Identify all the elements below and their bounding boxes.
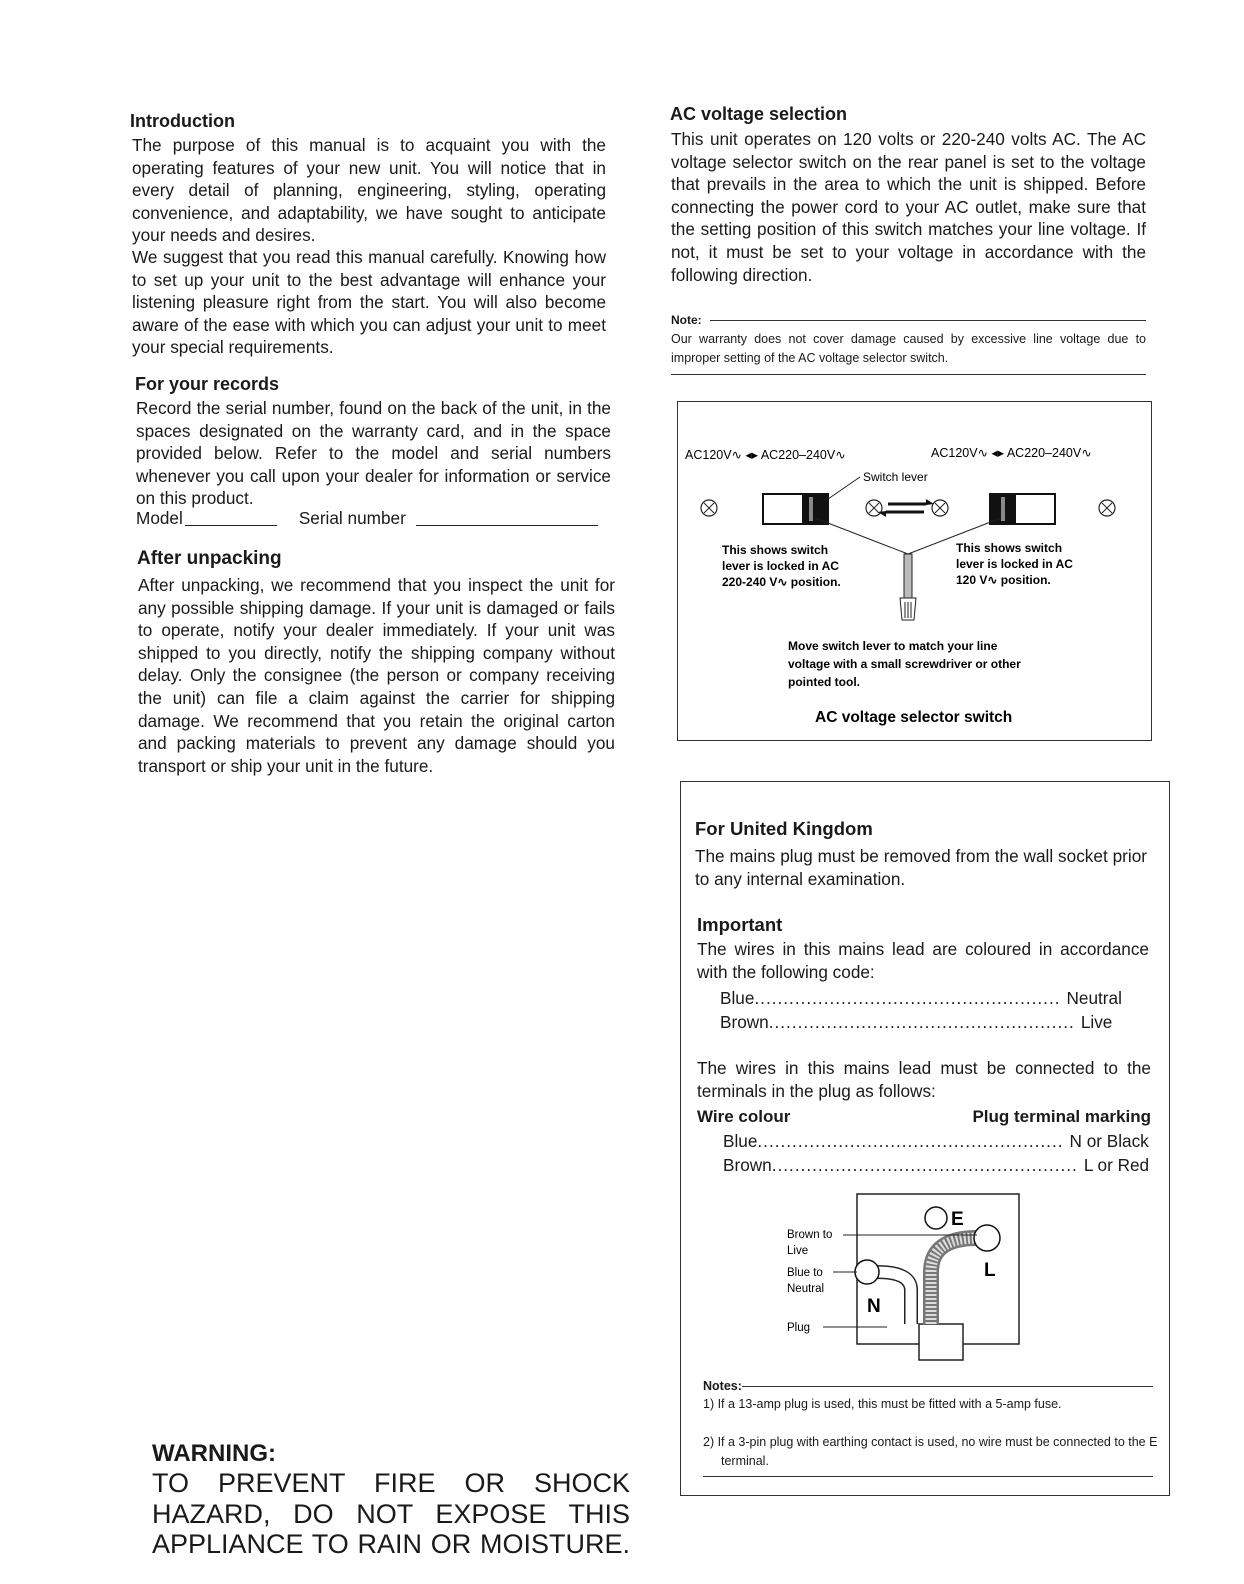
connect-body: The wires in this mains lead must be connected to the terminals in the plug as follows: [697,1058,1151,1101]
uk-note-2: 2) If a 3-pin plug with earthing contact is used, no wire must be connected to the E terminal. [703,1435,1158,1468]
terminal-colour: Brown [723,1155,772,1175]
terminal-row [723,1129,1149,1153]
serial-blank [416,525,598,526]
l-label: L [984,1260,996,1281]
code-colour: Brown [720,1012,769,1032]
left-caption-2: lever is locked in AC [722,559,839,573]
ac-note-rule [710,320,1146,321]
dot-leader: ..................................................... [754,988,1061,1008]
terminal-marking: N or Black [1069,1131,1149,1151]
screw-icon [866,500,882,516]
move-caption-3: pointed tool. [788,675,860,689]
right-caption-2: lever is locked in AC [956,557,1073,571]
intro-body: The purpose of this manual is to acquaint you with the operating features of your new unit. You will notice that in every detail of planning, engineering, styling, operating convenience, and adaptability, we have sought to anticipate your needs and desires. [132,135,606,246]
uk-notes-end-rule [703,1476,1153,1477]
right-caption-3: 120 V∿ position. [956,573,1051,587]
switch-lever-pointer [828,477,860,499]
plug-label: Plug [787,1322,811,1334]
uk-note-1: 1) If a 13-amp plug is used, this must be fitted with a 5-amp fuse. [703,1397,1062,1411]
n-terminal [855,1260,879,1284]
dot-leader: ..................................................... [757,1131,1064,1151]
uk-body: The mains plug must be removed from the wall socket prior to any internal examination. [695,846,1147,889]
switch-lever-label: Switch lever [863,470,928,484]
unpacking-body: After unpacking, we recommend that you inspect the unit for any possible shipping damage. If your unit is damaged or fails to operate, notify your dealer immediately. If your unit was shipped to you directly, notify the shipping company without delay. Only the consignee (the person or company receiving the unit) can file a claim against the carrier for shipping damage. We recommend that you retain the original carton and packing materials to prevent any damage should you transport or ship your unit in the future. [138,575,615,776]
model-label: Model [136,508,183,528]
ac-body: This unit operates on 120 volts or 220-240 volts AC. The AC voltage selector switch on the rear panel is set to the voltage that prevails in the area to which the unit is shipped. Before connecting the power cord to your AC outlet, make sure that the setting position of this switch matches your line voltage. If not, it must be set to your voltage in accordance with the following direction. [671,129,1146,285]
warning-line-1: TO PREVENT FIRE OR SHOCK [152,1468,630,1498]
e-label: E [951,1209,964,1230]
switch-arrows-icon [878,499,934,517]
switch-120-icon [990,494,1055,524]
screwdriver-icon [900,554,916,620]
terminal-colour: Blue [723,1131,758,1151]
uk-notes-label: Notes: [703,1379,742,1393]
ac-note-end-rule [671,374,1146,375]
left-caption-1: This shows switch [722,543,829,557]
uk-heading: For United Kingdom [695,818,873,839]
ac-note-row [671,313,1146,327]
ac-selector-diagram [677,401,1152,741]
screw-icon [1099,500,1115,516]
records-heading: For your records [135,374,280,394]
intro-body-2: We suggest that you read this manual carefully. Knowing how to set up your unit to the best advantage will enhance your listening pleasure right from the start. You will also become aware of the ease with which you can adjust your unit to meet your special requirements. [132,247,606,358]
right-caption-1: This shows switch [956,541,1063,555]
colour-code-row [720,1010,1113,1034]
serial-label: Serial number [298,508,406,528]
warning-line-2: HAZARD, DO NOT EXPOSE THIS [152,1498,630,1529]
brown-to-label: Brown to [787,1229,833,1241]
uk-notes-rule [742,1386,1153,1387]
left-voltage-label: AC120V∿ ◂▸ AC220–240V∿ [685,448,846,462]
ac-selector-svg [678,402,1151,740]
colour-code-list [720,986,1122,1034]
important-heading: Important [697,914,783,935]
warning-line-3: APPLIANCE TO RAIN OR MOISTURE. [152,1529,630,1559]
move-caption-2: voltage with a small screwdriver or other [788,657,1021,671]
ac-note-text: Our warranty does not cover damage caused by excessive line voltage due to improper setting of the AC voltage selector switch. [671,332,1146,365]
col-wire-colour: Wire colour [697,1107,791,1126]
left-caption-3: 220-240 V∿ position. [722,575,841,589]
diagram-title: AC voltage selector switch [815,709,1013,726]
terminal-row [723,1153,1150,1177]
warning-text [152,1468,630,1560]
live-wire [931,1238,977,1324]
screw-icon [932,500,948,516]
pointer-line-left [815,518,908,554]
right-voltage-label: AC120V∿ ◂▸ AC220–240V∿ [931,446,1092,460]
model-serial-line [136,508,616,529]
terminal-list [723,1129,1150,1177]
important-body: The wires in this mains lead are coloured in accordance with the following code: [697,939,1149,982]
e-terminal [925,1207,947,1229]
neutral-label: Neutral [787,1283,825,1295]
l-terminal [974,1225,1000,1251]
intro-heading: Introduction [130,111,235,131]
n-label: N [867,1296,881,1317]
warning-title: WARNING: [152,1440,276,1467]
uk-notes-row [703,1379,1153,1393]
colour-code-row [720,986,1122,1010]
records-body: Record the serial number, found on the back of the unit, in the spaces designated on the warranty card, and in the space provided below. Refer to the model and serial numbers whenever you call upon your dealer for information or service on this product. [136,398,611,509]
dot-leader: ..................................................... [771,1155,1078,1175]
model-blank [185,525,277,526]
plug-wiring-diagram [781,1192,1041,1382]
dot-leader: ..................................................... [768,1012,1075,1032]
live-label: Live [787,1245,809,1257]
ac-note-label: Note: [671,313,702,327]
screw-icon [701,500,717,516]
terminal-marking: L or Red [1083,1155,1150,1175]
plug-cord-grip [919,1324,963,1360]
col-terminal-marking: Plug terminal marking [972,1107,1151,1126]
unpacking-heading: After unpacking [137,548,282,569]
terminal-header [697,1107,1151,1127]
code-colour: Blue [720,988,755,1008]
code-meaning: Neutral [1066,988,1122,1008]
code-meaning: Live [1080,1012,1113,1032]
ac-heading: AC voltage selection [670,104,848,124]
uk-box [680,781,1170,1496]
blue-to-label: Blue to [787,1267,823,1279]
move-caption-1: Move switch lever to match your line [788,639,998,653]
